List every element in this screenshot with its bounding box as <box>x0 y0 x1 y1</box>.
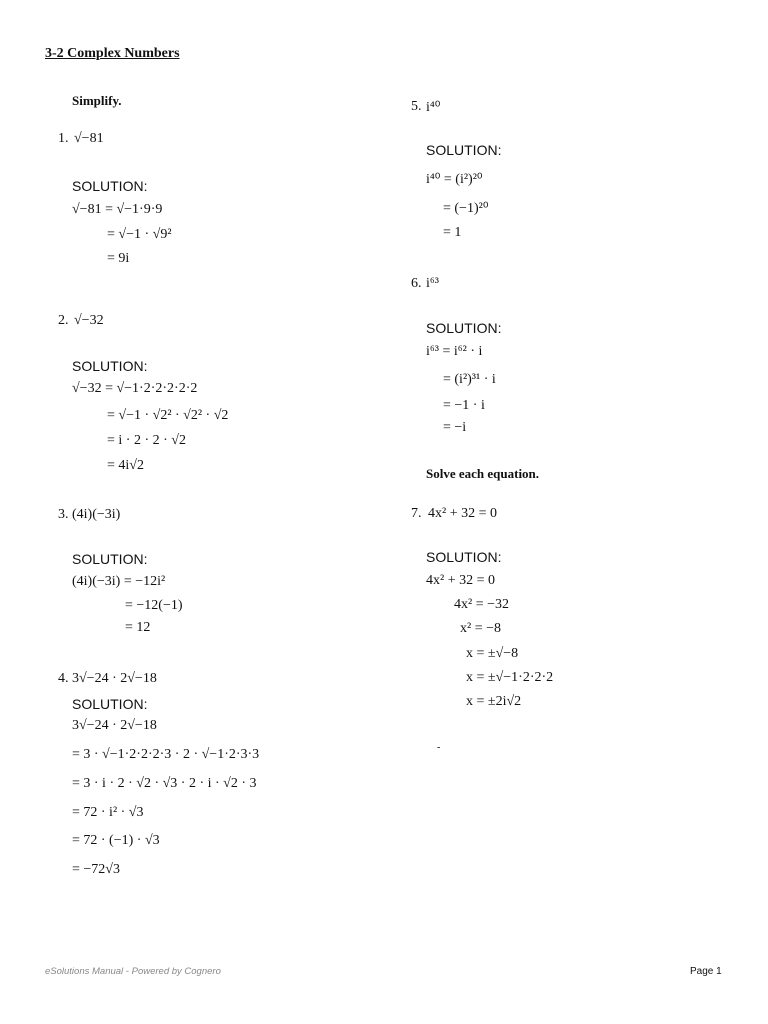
problem-4-solution-label: SOLUTION: <box>72 696 148 712</box>
problem-7-step-6: x = ±2i√2 <box>466 694 522 709</box>
problem-7-step-5: x = ±√−1·2·2·2 <box>466 670 554 685</box>
problem-2-step-3: = i · 2 · 2 · √2 <box>107 433 186 448</box>
problem-6-step-2: = (i²)³¹ · i <box>443 372 496 387</box>
stray-dash: - <box>437 742 441 753</box>
problem-2-number: 2. <box>58 313 69 328</box>
problem-4-step-2: = 3 · √−1·2·2·2·3 · 2 · √−1·2·3·3 <box>72 747 260 762</box>
problem-3-number: 3. <box>58 507 69 522</box>
problem-5-step-1: i⁴⁰ = (i²)²⁰ <box>426 172 483 187</box>
problem-4-expression: 3√−24 · 2√−18 <box>72 671 157 686</box>
problem-7-step-3: x² = −8 <box>460 621 501 636</box>
problem-1-step-3: = 9i <box>107 251 130 266</box>
problem-2-step-4: = 4i√2 <box>107 458 144 473</box>
problem-3-expression: (4i)(−3i) <box>72 507 121 522</box>
problem-4-step-1: 3√−24 · 2√−18 <box>72 718 157 733</box>
problem-6-step-3: = −1 · i <box>443 398 485 413</box>
problem-5-solution-label: SOLUTION: <box>426 142 502 158</box>
problem-7-step-2: 4x² = −32 <box>454 597 509 612</box>
problem-4-step-6: = −72√3 <box>72 862 120 877</box>
problem-4-step-3: = 3 · i · 2 · √2 · √3 · 2 · i · √2 · 3 <box>72 776 257 791</box>
problem-7-solution-label: SOLUTION: <box>426 549 502 565</box>
problem-1-step-2: = √−1 · √9² <box>107 227 172 242</box>
footer-publisher: eSolutions Manual - Powered by Cognero <box>45 966 221 977</box>
problem-6-solution-label: SOLUTION: <box>426 320 502 336</box>
problem-1-expression: √−81 <box>74 131 104 146</box>
problem-3-step-1: (4i)(−3i) = −12i² <box>72 574 166 589</box>
problem-3-step-3: = 12 <box>125 620 151 635</box>
problem-5-step-2: = (−1)²⁰ <box>443 201 489 216</box>
footer-page-number: Page 1 <box>690 966 722 977</box>
problem-2-step-2: = √−1 · √2² · √2² · √2 <box>107 408 229 423</box>
problem-7-step-4: x = ±√−8 <box>466 646 519 661</box>
problem-5-number: 5. <box>411 99 422 114</box>
page-title: 3-2 Complex Numbers <box>45 46 180 61</box>
problem-1-step-1: √−81 = √−1·9·9 <box>72 202 163 217</box>
problem-3-solution-label: SOLUTION: <box>72 551 148 567</box>
problem-7-expression: 4x² + 32 = 0 <box>428 506 497 521</box>
problem-4-step-4: = 72 · i² · √3 <box>72 805 144 820</box>
section-heading-simplify: Simplify. <box>72 93 122 108</box>
problem-4-number: 4. <box>58 671 69 686</box>
problem-6-step-4: = −i <box>443 420 467 435</box>
problem-6-step-1: i⁶³ = i⁶² · i <box>426 344 483 359</box>
problem-4-step-5: = 72 · (−1) · √3 <box>72 833 160 848</box>
section-heading-solve: Solve each equation. <box>426 466 540 481</box>
problem-2-solution-label: SOLUTION: <box>72 358 148 374</box>
problem-2-expression: √−32 <box>74 313 104 328</box>
problem-6-number: 6. <box>411 276 422 291</box>
problem-2-step-1: √−32 = √−1·2·2·2·2·2 <box>72 381 198 396</box>
problem-3-step-2: = −12(−1) <box>125 598 183 613</box>
problem-7-number: 7. <box>411 506 422 521</box>
problem-7-step-1: 4x² + 32 = 0 <box>426 573 495 588</box>
problem-5-expression: i⁴⁰ <box>426 100 441 115</box>
problem-5-step-3: = 1 <box>443 225 462 240</box>
problem-1-number: 1. <box>58 131 69 146</box>
problem-6-expression: i⁶³ <box>426 276 439 291</box>
problem-1-solution-label: SOLUTION: <box>72 178 148 194</box>
